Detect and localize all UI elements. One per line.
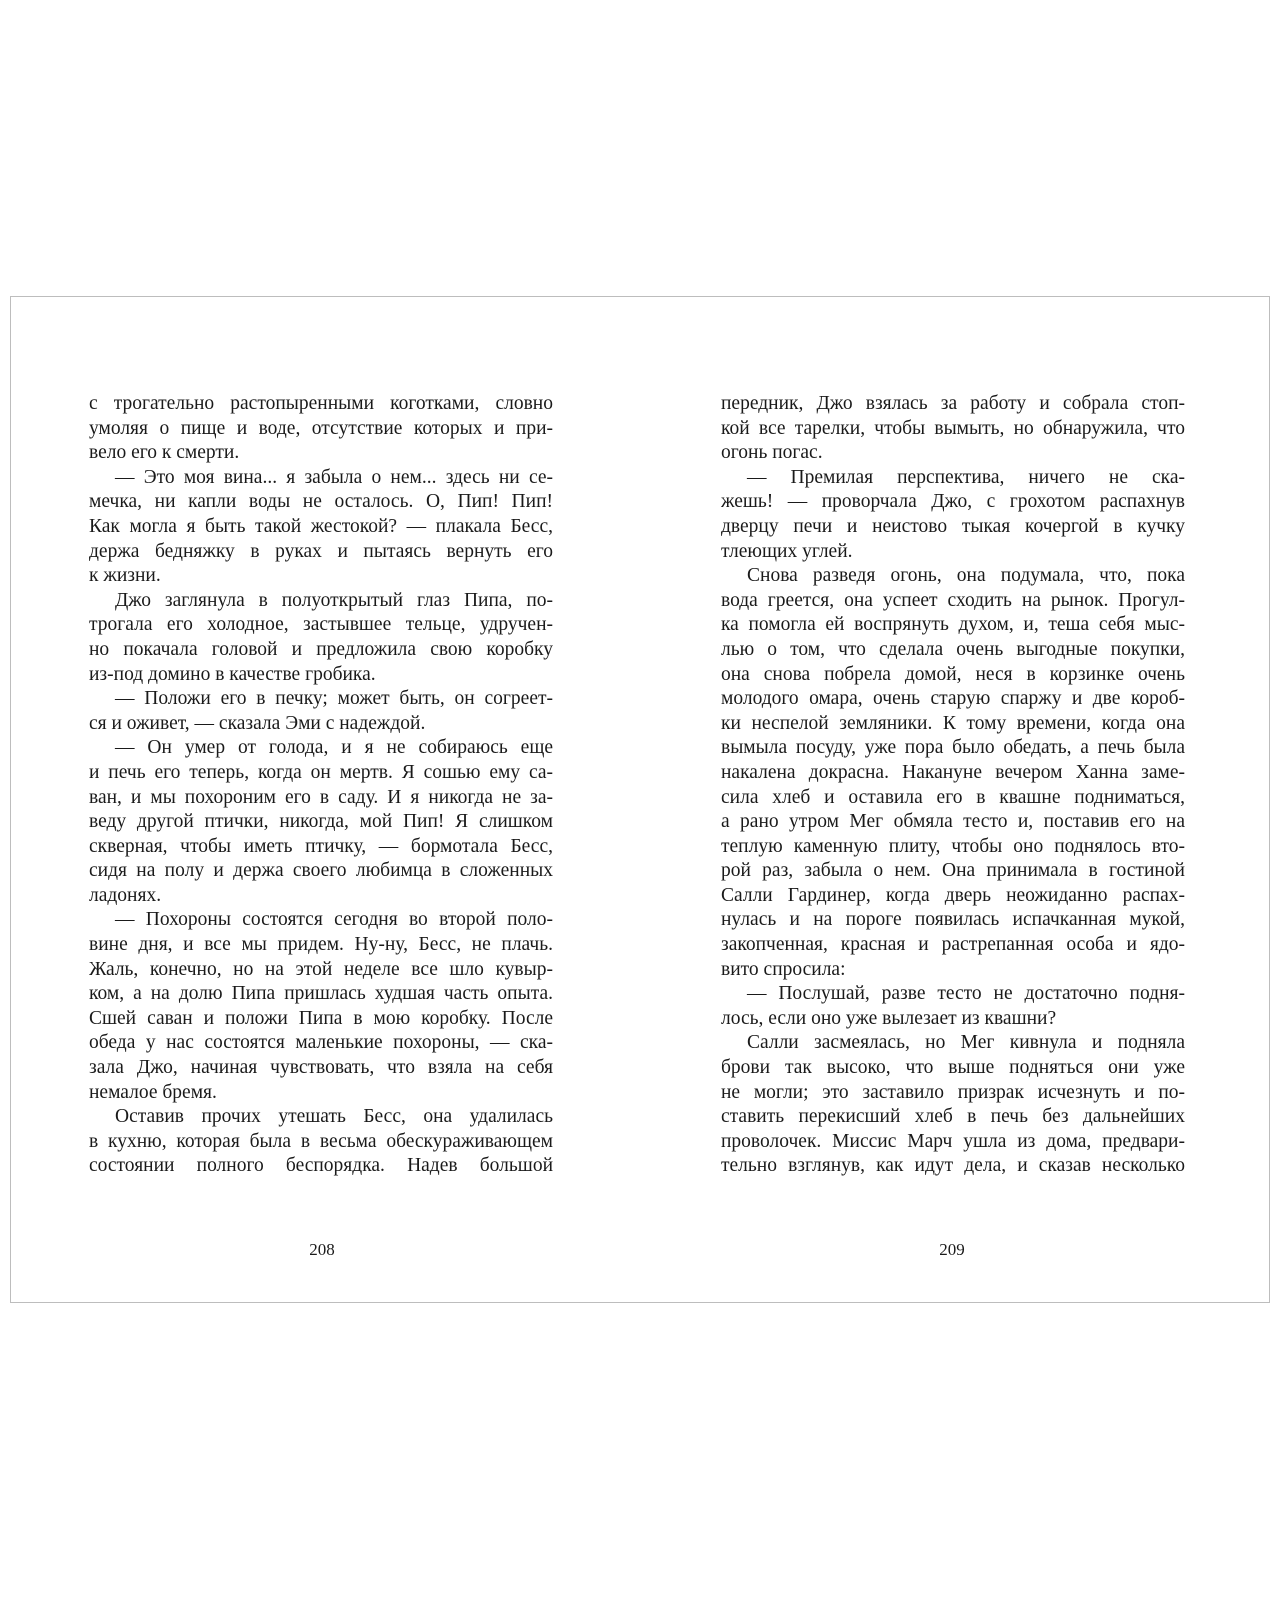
- text-line: лью о том, что сделала очень выгодные покупки,: [721, 638, 1185, 660]
- book-spread: [10, 296, 1270, 1303]
- text-line: она снова побрела домой, неся в корзинке очень: [721, 663, 1185, 685]
- text-line: жешь! — проворчала Джо, с грохотом распахнув: [721, 491, 1185, 513]
- text-line: кой все тарелки, чтобы вымыть, но обнаружила, что: [721, 417, 1185, 439]
- text-line: ка помогла ей воспрянуть духом, и, теша себя мыс-: [721, 614, 1185, 636]
- text-line: молодого омара, очень старую спаржу и две короб-: [721, 688, 1185, 710]
- text-line: а рано утром Мег обмяла тесто и, поставив его на: [721, 811, 1185, 833]
- text-line: ладонях.: [89, 884, 162, 906]
- text-line: ки неспелой земляники. К тому времени, когда она: [721, 712, 1185, 734]
- text-line: не могли; это заставило призрак исчезнуть и по-: [721, 1081, 1185, 1103]
- text-line: скверная, чтобы иметь птичку, — бормотала Бесс,: [89, 835, 553, 857]
- text-line: но покачала головой и предложила свою коробку: [89, 638, 553, 660]
- text-line: теплую каменную плиту, чтобы оно поднялось вто-: [721, 835, 1185, 857]
- text-line: передник, Джо взялась за работу и собрала стоп-: [721, 393, 1185, 414]
- text-line: вине дня, и все мы придем. Ну-ну, Бесс, не плачь.: [89, 934, 553, 956]
- text-line: Оставив прочих утешать Бесс, она удалилась: [115, 1106, 553, 1128]
- text-line: в кухню, которая была в весьма обескураживающем: [89, 1130, 553, 1152]
- text-line: Жаль, конечно, но на этой неделе все шло кувыр-: [89, 958, 553, 980]
- text-line: — Премилая перспектива, ничего не ска-: [747, 466, 1185, 488]
- text-line: вымыла посуду, уже пора было обедать, а печь была: [721, 737, 1185, 759]
- text-line: мечка, ни капли воды не осталось. О, Пип! Пип!: [89, 491, 553, 513]
- text-line: — Он умер от голода, и я не собираюсь еще: [115, 737, 553, 759]
- text-line: — Послушай, разве тесто не достаточно подня-: [747, 983, 1185, 1005]
- text-line: состоянии полного беспорядка. Надев большой: [89, 1155, 553, 1177]
- text-line: ком, а на долю Пипа пришлась худшая часть опыта.: [89, 983, 553, 1005]
- text-line: вода греется, она успеет сходить на рынок. Прогул-: [721, 589, 1185, 611]
- text-line: с трогательно растопыренными коготками, словно: [89, 393, 553, 414]
- text-line: накалена докрасна. Накануне вечером Ханна заме-: [721, 761, 1185, 783]
- text-line: лось, если оно уже вылезает из квашни?: [721, 1007, 1057, 1029]
- text-line: Джо заглянула в полуоткрытый глаз Пипа, по-: [115, 589, 553, 611]
- text-line: брови так высоко, что выше подняться они уже: [721, 1057, 1185, 1079]
- text-line: ставить перекисший хлеб в печь без дальнейших: [721, 1106, 1185, 1128]
- left-page-number: 208: [309, 1240, 335, 1259]
- text-line: Как могла я быть такой жестокой? — плакала Бесс,: [89, 515, 553, 537]
- text-line: Салли засмеялась, но Мег кивнула и подняла: [747, 1032, 1185, 1054]
- text-line: проволочек. Миссис Марч ушла из дома, предвари-: [721, 1130, 1185, 1152]
- text-line: умоляя о пище и воде, отсутствие которых и при-: [89, 417, 553, 439]
- text-line: из-под домино в качестве гробика.: [89, 663, 376, 685]
- text-line: Снова разведя огонь, она подумала, что, пока: [747, 565, 1185, 587]
- text-line: сила хлеб и оставила его в квашне подниматься,: [721, 786, 1185, 808]
- text-line: дверцу печи и неистово тыкая кочергой в кучку: [721, 515, 1185, 537]
- text-line: веду другой птички, никогда, мой Пип! Я слишком: [89, 811, 553, 833]
- text-line: Сшей саван и положи Пипа в мою коробку. После: [89, 1007, 553, 1029]
- text-line: рой раз, забыла о нем. Она принимала в гостиной: [721, 860, 1185, 882]
- text-line: ван, и мы похороним его в саду. И я никогда не за-: [89, 786, 553, 808]
- text-line: немалое бремя.: [89, 1081, 217, 1103]
- text-line: ся и оживет, — сказала Эми с надеждой.: [89, 712, 426, 734]
- text-line: и печь его теперь, когда он мертв. Я сошью ему са-: [89, 761, 553, 783]
- text-line: трогала его холодное, застывшее тельце, удручен-: [89, 614, 553, 636]
- text-line: — Похороны состоятся сегодня во второй поло-: [115, 909, 553, 931]
- text-line: — Это моя вина... я забыла о нем... здесь ни се-: [115, 466, 553, 488]
- text-line: обеда у нас состоятся маленькие похороны, — ска-: [89, 1032, 553, 1054]
- right-page: [721, 392, 1185, 1179]
- left-page-text: [89, 392, 553, 1179]
- text-line: к жизни.: [89, 565, 161, 587]
- text-line: огонь погас.: [721, 442, 823, 464]
- left-page: [89, 392, 553, 1179]
- text-line: вело его к смерти.: [89, 442, 240, 464]
- text-line: Салли Гардинер, когда дверь неожиданно распах-: [721, 884, 1185, 906]
- text-line: закопченная, красная и растрепанная особа и ядо-: [721, 934, 1185, 956]
- text-line: тельно взглянув, как идут дела, и сказав несколько: [721, 1155, 1185, 1177]
- right-page-text: [721, 392, 1185, 1179]
- text-line: сидя на полу и держа своего любимца в сложенных: [89, 860, 553, 882]
- text-line: нулась и на пороге появилась испачканная мукой,: [721, 909, 1185, 931]
- right-page-number: 209: [939, 1240, 965, 1259]
- text-line: — Положи его в печку; может быть, он согреет-: [115, 688, 553, 710]
- text-line: тлеющих углей.: [721, 540, 853, 562]
- text-line: вито спросила:: [721, 958, 846, 980]
- text-line: зала Джо, начиная чувствовать, что взяла на себя: [89, 1057, 553, 1079]
- text-line: держа бедняжку в руках и пытаясь вернуть его: [89, 540, 553, 562]
